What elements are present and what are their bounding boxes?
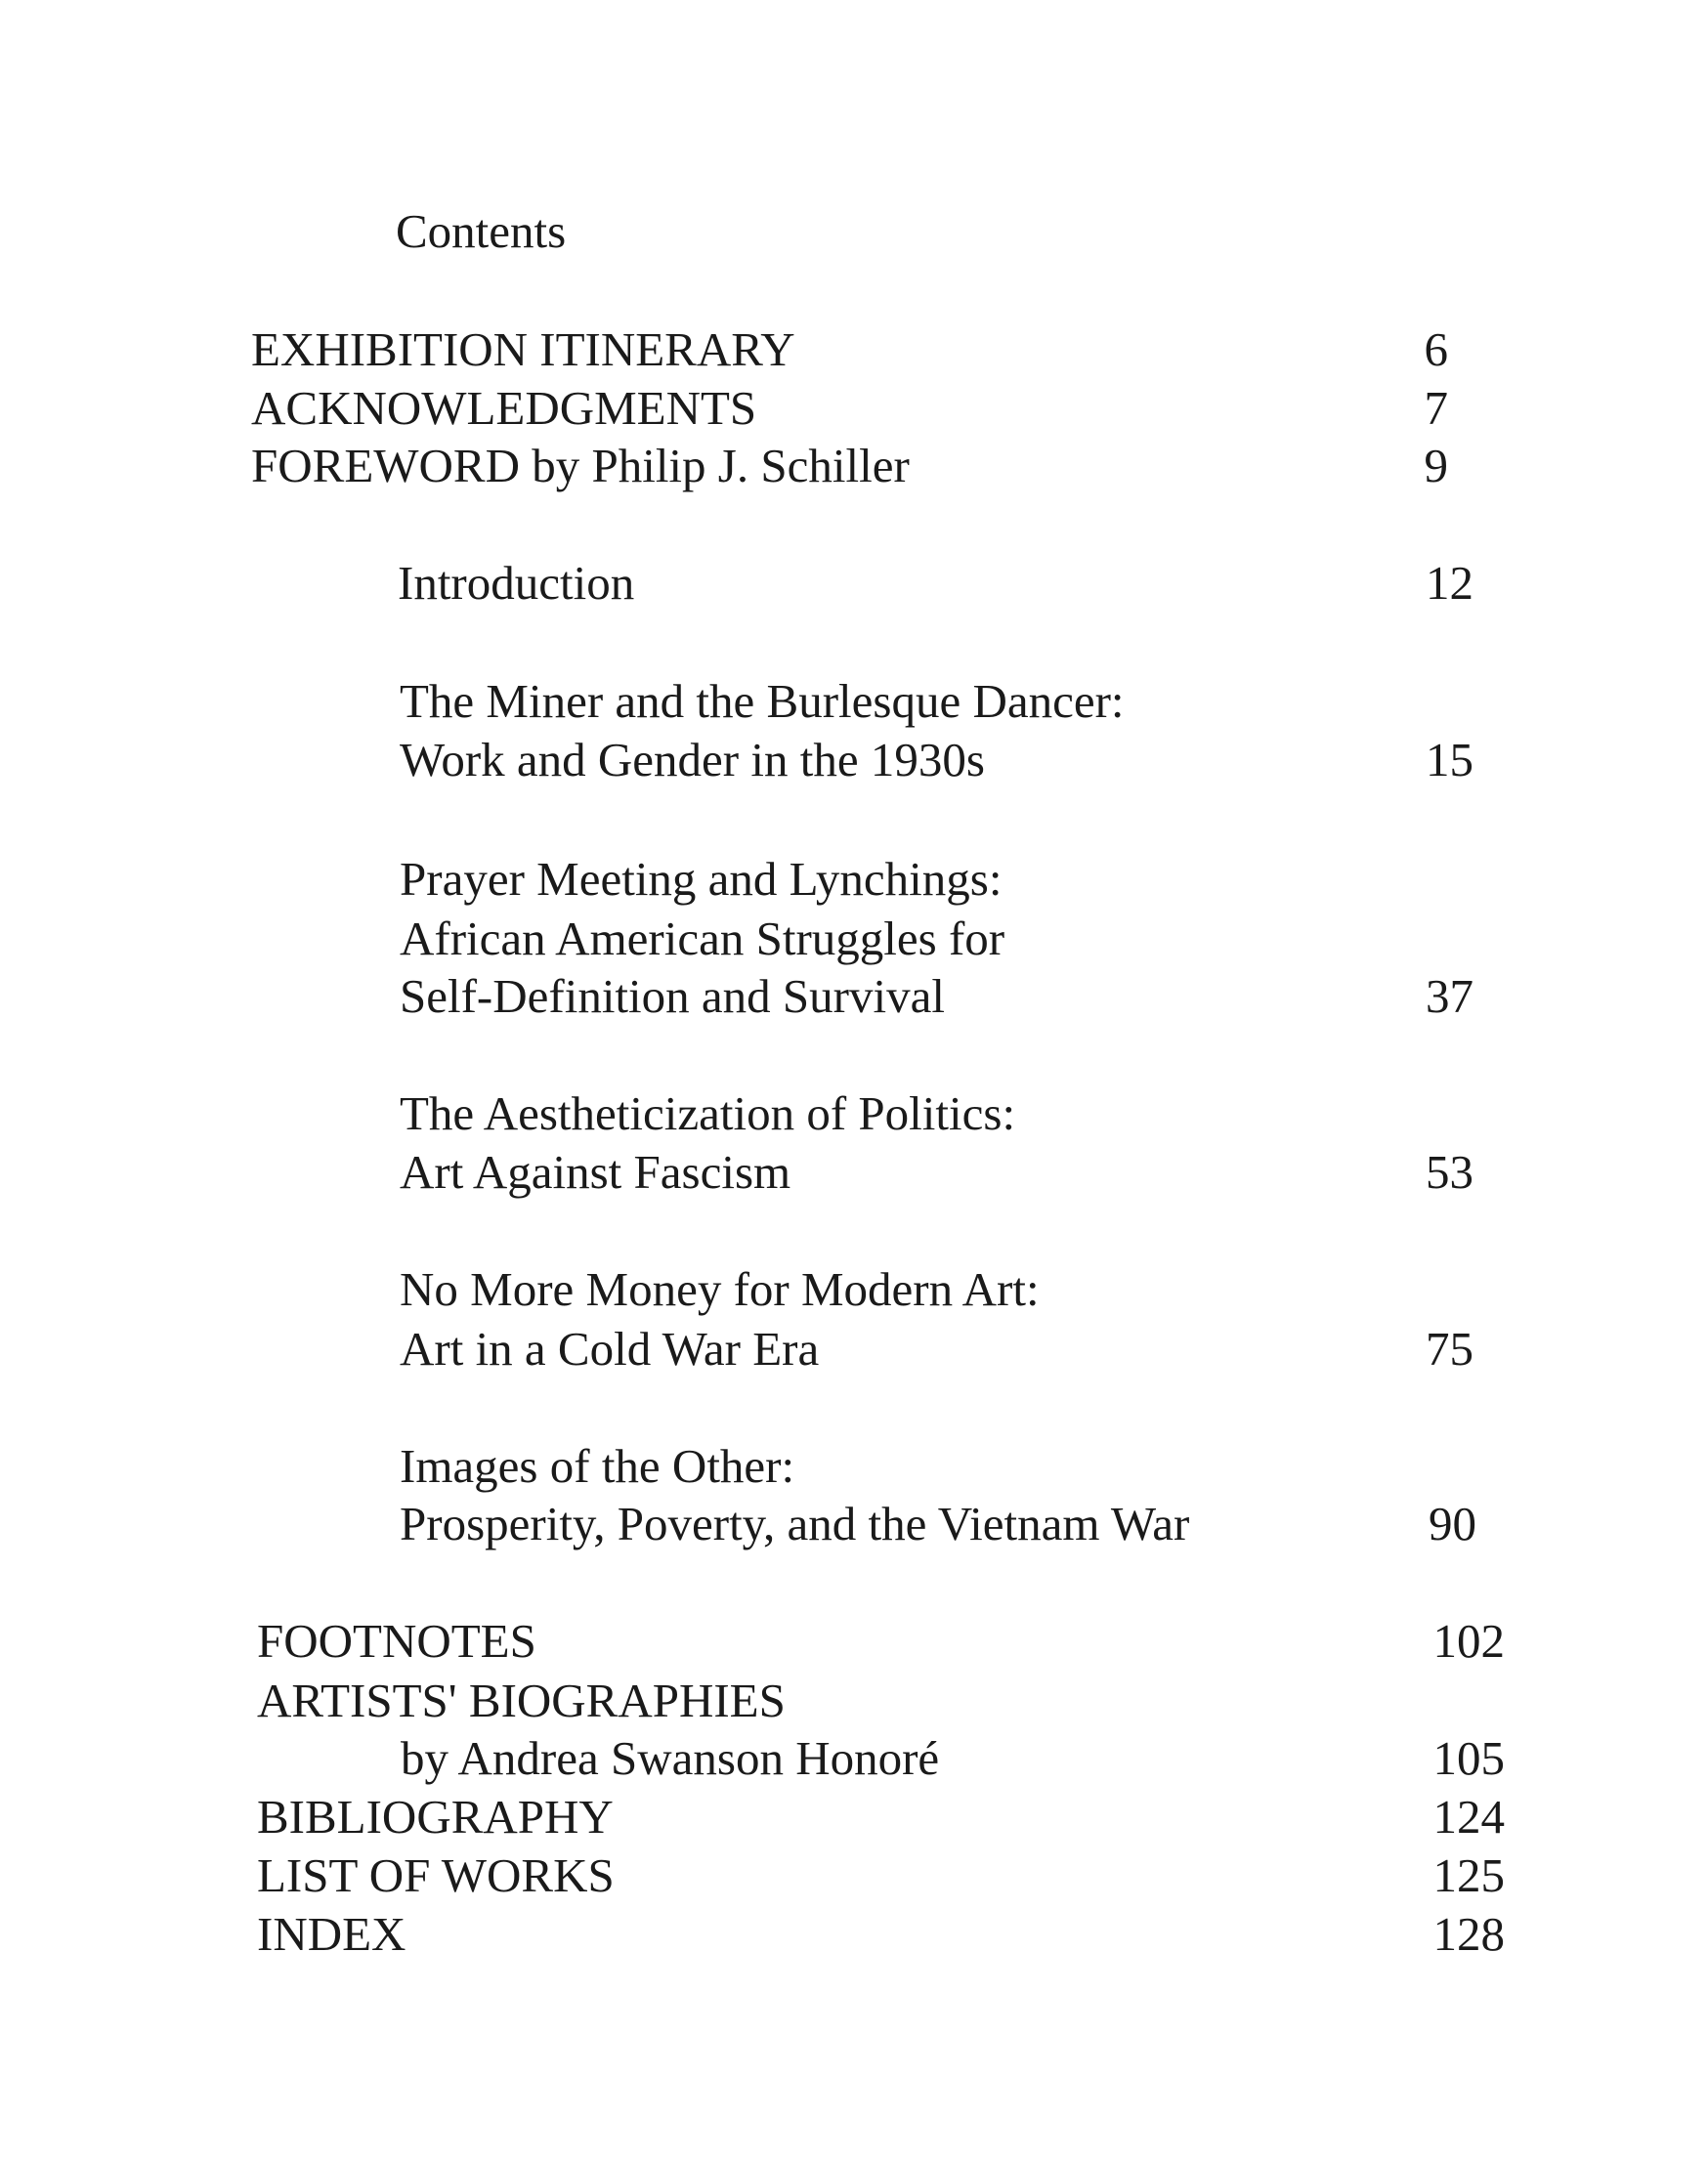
toc-page-number: 124 (1432, 1790, 1505, 1844)
toc-label-line: Art in a Cold War Era (400, 1322, 820, 1376)
toc-label: Introduction (398, 556, 635, 610)
toc-label: FOREWORD by Philip J. Schiller (251, 439, 910, 492)
toc-label-line: Images of the Other: (400, 1439, 795, 1493)
toc-label-line: African American Struggles for (400, 912, 1005, 965)
toc-page-number: 125 (1432, 1848, 1505, 1902)
toc-label: ARTISTS' BIOGRAPHIES (257, 1674, 786, 1727)
toc-label: EXHIBITION ITINERARY (251, 322, 795, 376)
toc-label-line: Self-Definition and Survival (400, 969, 945, 1023)
toc-page-number: 105 (1432, 1731, 1505, 1785)
toc-page-number: 12 (1426, 556, 1473, 610)
toc-label: BIBLIOGRAPHY (257, 1790, 614, 1844)
toc-sublabel: by Andrea Swanson Honoré (401, 1731, 940, 1785)
toc-label: FOOTNOTES (257, 1614, 536, 1668)
page-title: Contents (396, 204, 567, 258)
toc-label-line: Work and Gender in the 1930s (400, 733, 985, 786)
toc-label: LIST OF WORKS (257, 1848, 615, 1902)
toc-page-number: 37 (1426, 969, 1473, 1023)
toc-label: ACKNOWLEDGMENTS (251, 381, 757, 435)
toc-page-number: 53 (1426, 1145, 1473, 1199)
toc-label-line: Art Against Fascism (400, 1145, 791, 1199)
toc-label-line: Prayer Meeting and Lynchings: (400, 852, 1003, 906)
toc-page-number: 15 (1426, 733, 1473, 786)
toc-page-number: 6 (1424, 322, 1448, 376)
toc-page-number: 128 (1432, 1907, 1505, 1961)
toc-page-number: 9 (1424, 439, 1448, 492)
toc-page-number: 7 (1424, 381, 1448, 435)
toc-page-number: 102 (1432, 1614, 1505, 1668)
toc-label-line: No More Money for Modern Art: (400, 1262, 1040, 1316)
toc-page-number: 90 (1429, 1497, 1476, 1550)
toc-label-line: Prosperity, Poverty, and the Vietnam War (400, 1497, 1190, 1550)
toc-page-number: 75 (1426, 1322, 1473, 1376)
toc-label-line: The Aestheticization of Politics: (400, 1086, 1016, 1140)
toc-label: INDEX (257, 1907, 406, 1961)
toc-label-line: The Miner and the Burlesque Dancer: (400, 674, 1125, 728)
